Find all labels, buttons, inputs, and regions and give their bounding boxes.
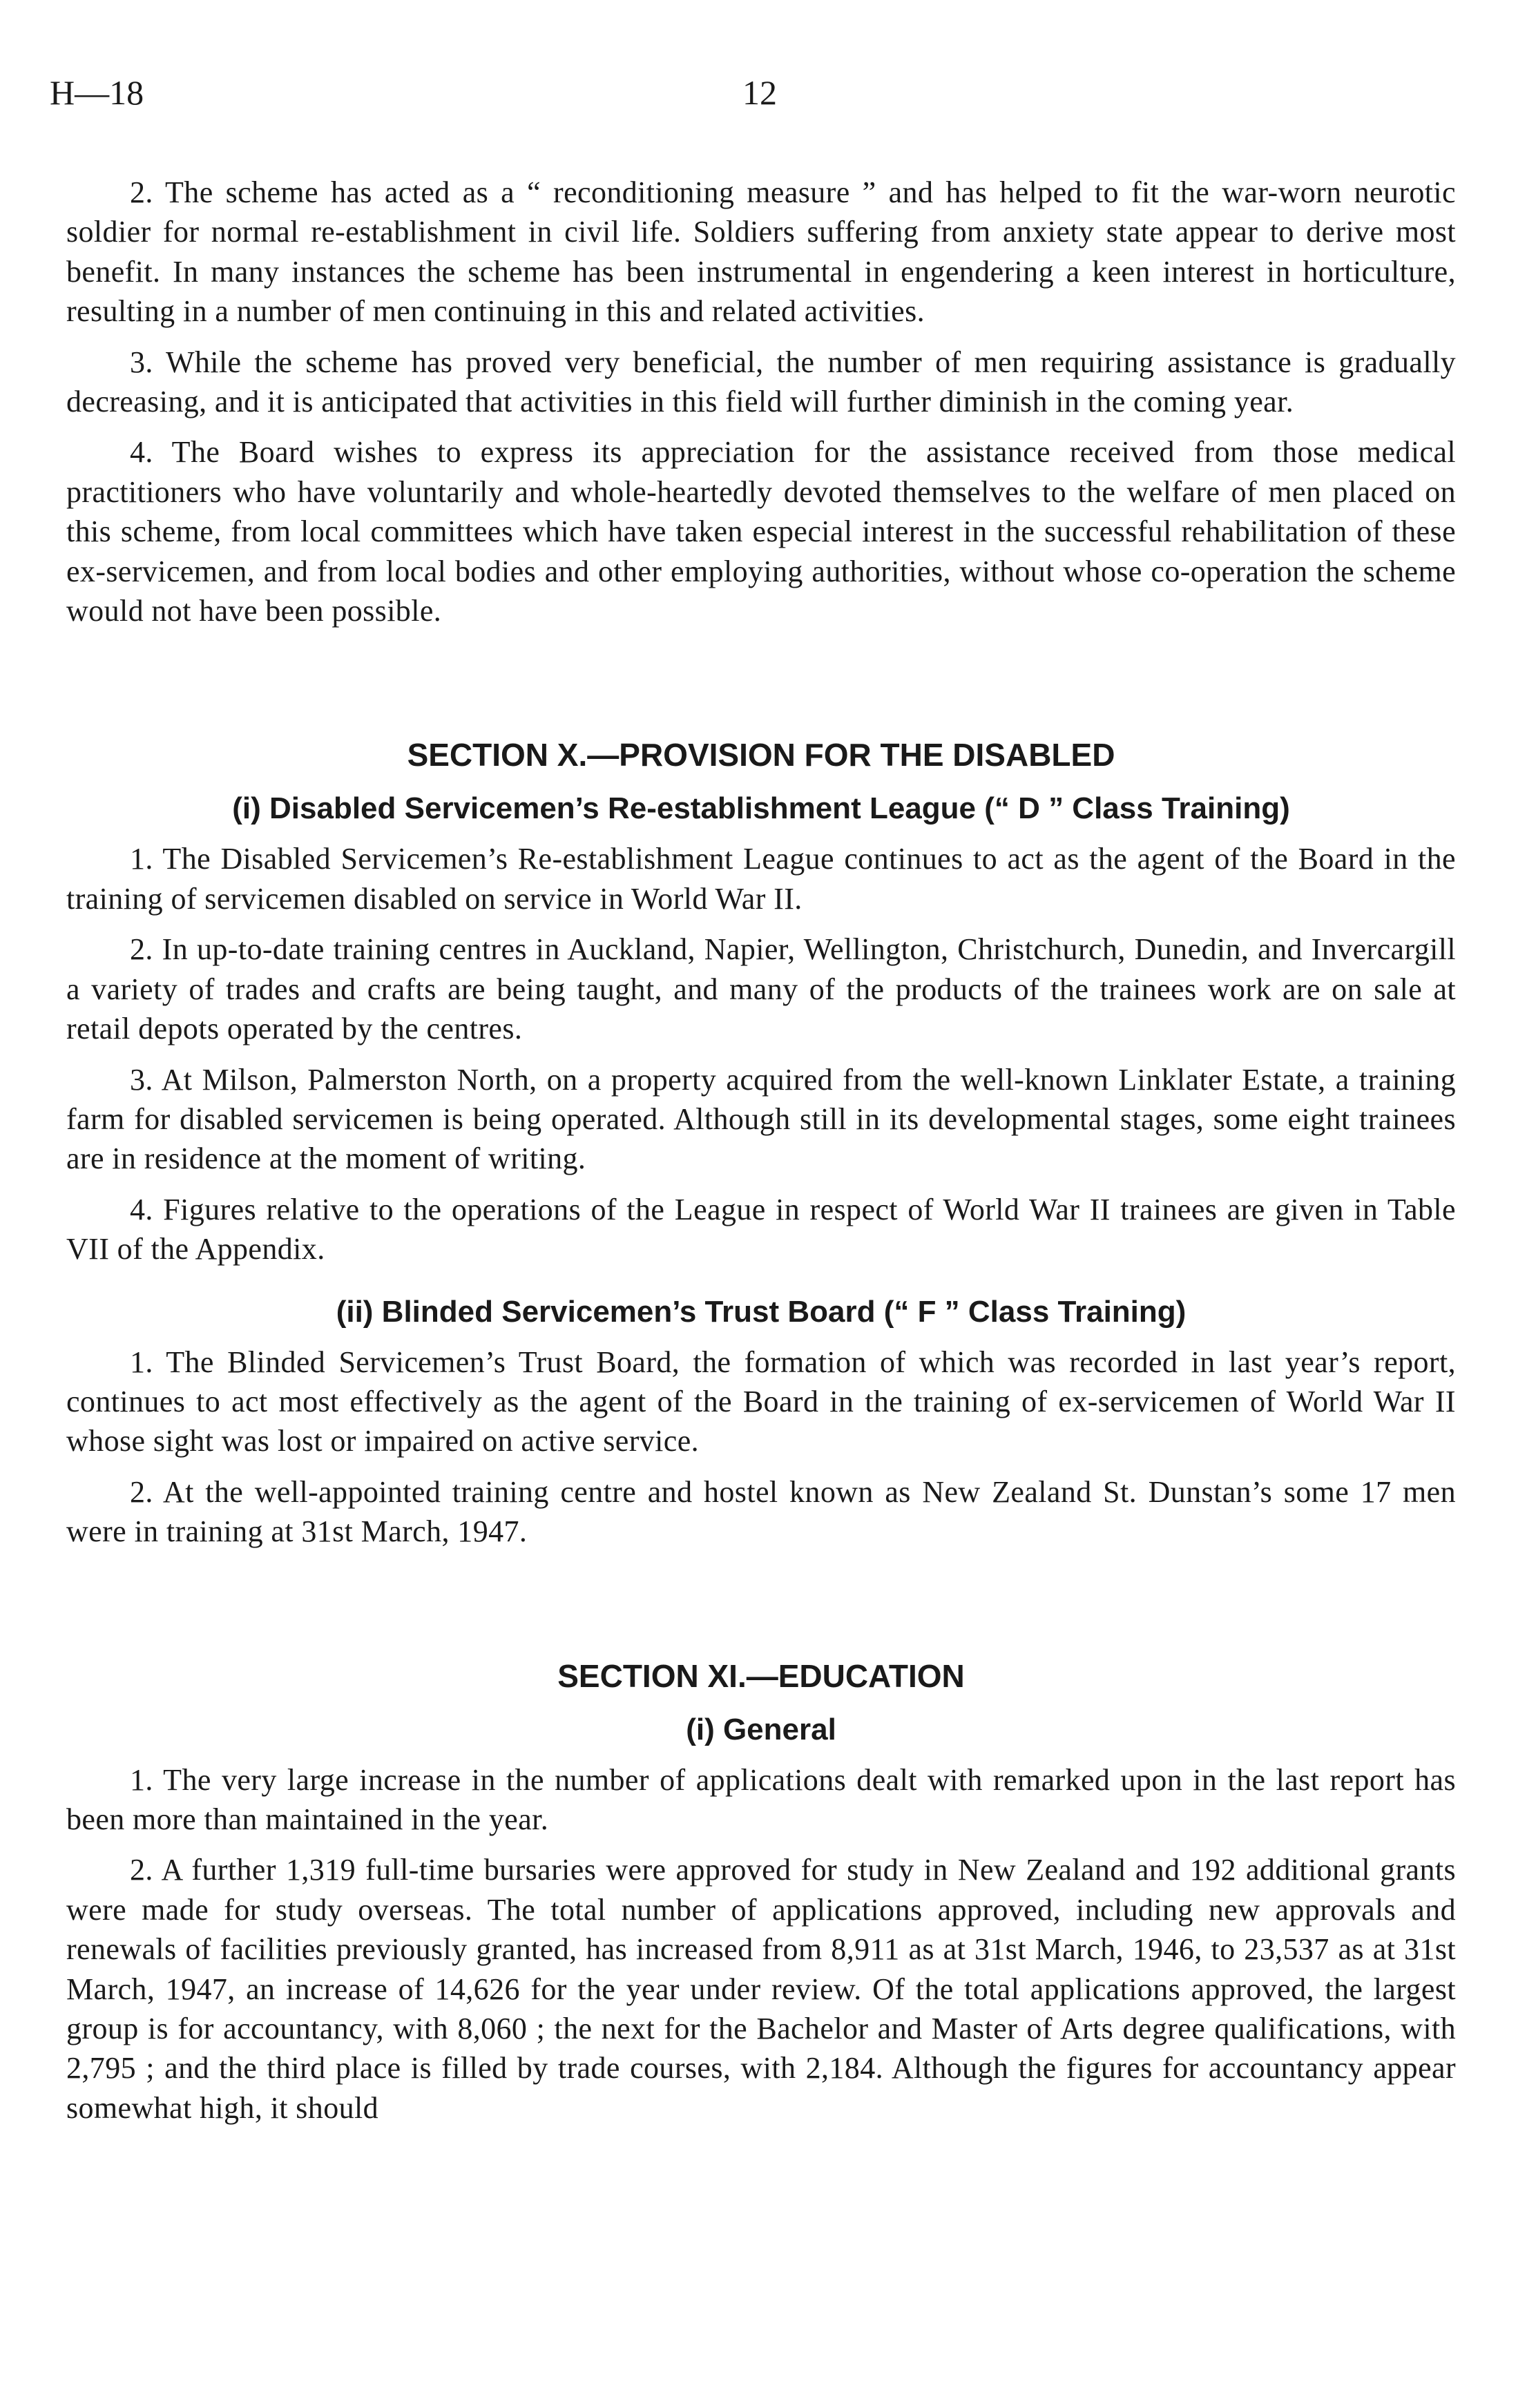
section-x-subheading-2: (ii) Blinded Servicemen’s Trust Board (“ F ” Class Training) [336, 1294, 1187, 1329]
paragraph-x-ii-2: 2. At the well-appointed training centre and hostel known as New Zealand St. Dunstan’s some 17 men were in training at 31st March, 1947. [66, 1474, 1456, 1549]
paragraph-x-i-3: 3. At Milson, Palmerston North, on a property acquired from the well-known Linklater Estate, a training farm for disabled servicemen is being operated. Although still in its developmental stages, some eight trainees are in residence at the moment of writing. [66, 1062, 1456, 1176]
section-x-subheading-1: (i) Disabled Servicemen’s Re-establishment League (“ D ” Class Training) [232, 791, 1290, 826]
paragraph-x-i-1: 1. The Disabled Servicemen’s Re-establishment League continues to act as the agent of the Board in the training of servicemen disabled on service in World War II. [66, 842, 1456, 916]
paragraph-xi-i-1: 1. The very large increase in the number of applications dealt with remarked upon in the last report has been more than maintained in the year. [66, 1762, 1456, 1836]
section-xi-subheading-1: (i) General [686, 1712, 836, 1746]
page-body [66, 173, 1456, 2139]
page-number: 12 [742, 73, 777, 112]
paragraph-x-i-2: 2. In up-to-date training centres in Auckland, Napier, Wellington, Christchurch, Dunedin, and Invercargill a variety of trades and crafts are being taught, and many of the products of the trainees work are on sale at retail depots operated by the centres. [66, 932, 1456, 1046]
paragraph-intro-2: 2. The scheme has acted as a “ reconditioning measure ” and has helped to fit the war-worn neurotic soldier for normal re-establishment in civil life. Soldiers suffering from anxiety state appear to derive most benefit. In many instances the scheme has been instrumental in engendering a keen interest in horticulture, resulting in a number of men continuing in this and related activities. [66, 175, 1456, 329]
report-code: H—18 [50, 73, 144, 112]
paragraph-x-i-4: 4. Figures relative to the operations of the League in respect of World War II trainees are given in Table VII of the Appendix. [66, 1192, 1456, 1266]
section-xi-title: SECTION XI.—EDUCATION [557, 1657, 965, 1694]
section-x-title: SECTION X.—PROVISION FOR THE DISABLED [407, 737, 1115, 773]
paragraph-intro-3: 3. While the scheme has proved very beneficial, the number of men requiring assistance is gradually decreasing, and it is anticipated that activities in this field will further diminish in the coming year. [66, 345, 1456, 419]
paragraph-xi-i-2: 2. A further 1,319 full-time bursaries were approved for study in New Zealand and 192 additional grants were made for study overseas. The total number of applications approved, including new approvals and renewals of facilities previously granted, has increased from 8,911 as at 31st March, 1946, to 23,537 as at 31st March, 1947, an increase of 14,626 for the year under review. Of the total applications approved, the largest group is for accountancy, with 8,060 ; the next for the Bachelor and Master of Arts degree qualifications, with 2,795 ; and the third place is filled by trade courses, with 2,184. Although the figures for accountancy appear somewhat high, it should [66, 1853, 1456, 2125]
paragraph-x-ii-1: 1. The Blinded Servicemen’s Trust Board, the formation of which was recorded in last year’s report, continues to act most effectively as the agent of the Board in the training of ex-servicemen of World War II whose sight was lost or impaired on active service. [66, 1345, 1456, 1458]
paragraph-intro-4: 4. The Board wishes to express its appreciation for the assistance received from those medical practitioners who have voluntarily and whole-heartedly devoted themselves to the welfare of men placed on this scheme, from local committees which have taken especial interest in the successful rehabilitation of these ex-servicemen, and from local bodies and other employing authorities, without whose co-operation the scheme would not have been possible. [66, 435, 1456, 628]
